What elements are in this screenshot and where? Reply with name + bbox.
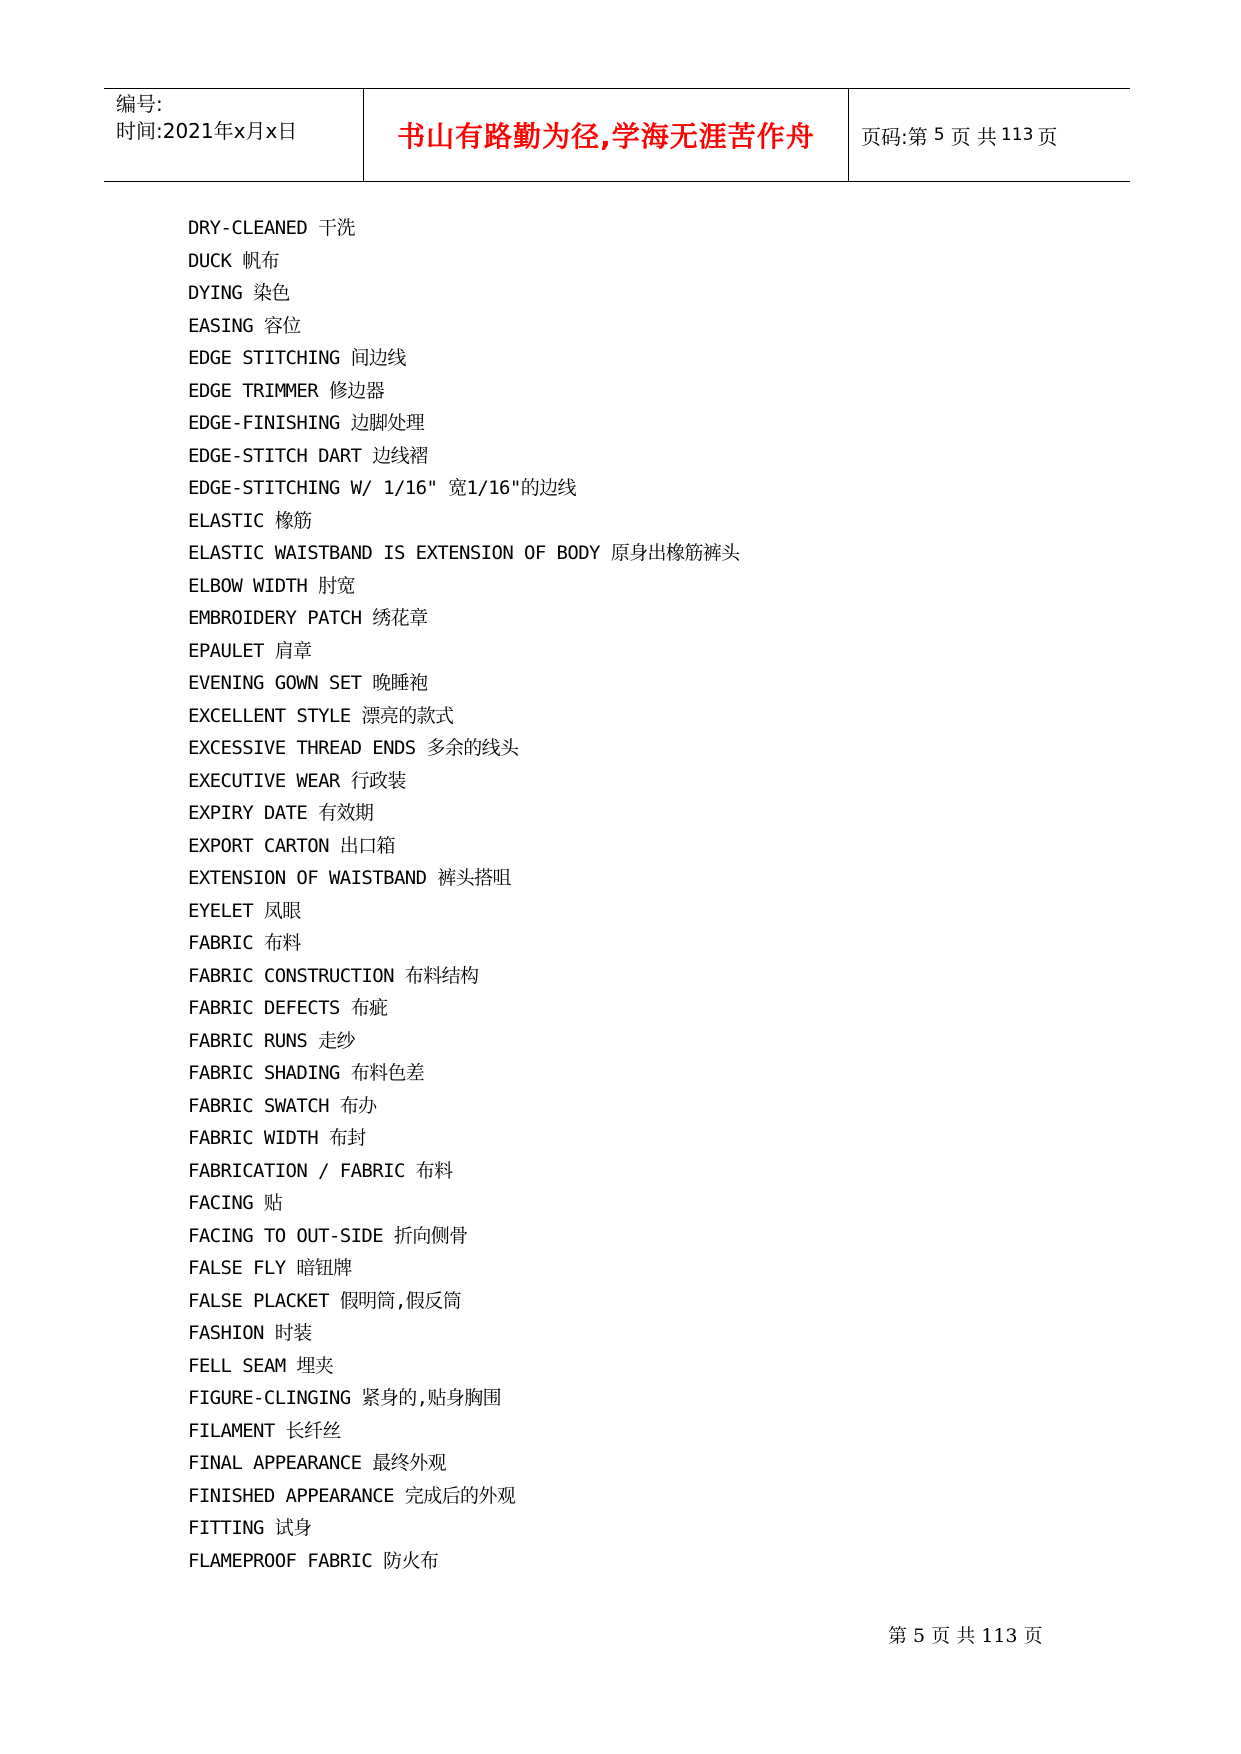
- glossary-entry: EYELET 凤眼: [188, 899, 301, 922]
- glossary-entry: FIGURE-CLINGING 紧身的,贴身胸围: [188, 1387, 502, 1409]
- glossary-entry: FABRIC RUNS 走纱: [188, 1029, 355, 1052]
- glossary-entry: EPAULET 肩章: [188, 639, 312, 662]
- glossary-entry: FABRICATION / FABRIC 布料: [188, 1159, 453, 1182]
- glossary-entry: FABRIC WIDTH 布封: [188, 1127, 366, 1149]
- glossary-entry: EXTENSION OF WAISTBAND 裤头搭咀: [188, 867, 511, 889]
- glossary-entry: FACING 贴: [188, 1192, 283, 1214]
- glossary-entry: FLAMEPROOF FABRIC 防火布: [188, 1549, 439, 1572]
- header-meta-cell: [104, 89, 364, 181]
- page-suffix: 页: [1037, 124, 1058, 149]
- glossary-entry: FINISHED APPEARANCE 完成后的外观: [188, 1484, 516, 1507]
- glossary-entry: FALSE PLACKET 假明筒,假反筒: [188, 1289, 461, 1312]
- page-footer: 第 5 页 共 113 页: [888, 1625, 1043, 1647]
- header-motto-cell: [364, 89, 849, 181]
- glossary-entry: FITTING 试身: [188, 1517, 312, 1539]
- glossary-entry: DYING 染色: [188, 282, 290, 304]
- glossary-entry: FABRIC SWATCH 布办: [188, 1094, 377, 1117]
- glossary-entry: FABRIC SHADING 布料色差: [188, 1062, 425, 1084]
- glossary-entry: ELBOW WIDTH 肘宽: [188, 574, 355, 597]
- glossary-entry: EVENING GOWN SET 晚睡袍: [188, 672, 428, 694]
- glossary-entry: EDGE-FINISHING 边脚处理: [188, 412, 425, 434]
- motto-text: 书山有路勤为径,学海无涯苦作舟: [397, 120, 815, 153]
- glossary-list: [188, 212, 740, 1577]
- glossary-entry: DRY-CLEANED 干洗: [188, 217, 355, 239]
- page-middle: 页 共: [950, 124, 997, 149]
- glossary-entry: FELL SEAM 埋夹: [188, 1354, 334, 1377]
- glossary-entry: ELASTIC WAISTBAND IS EXTENSION OF BODY 原身出橡筋裤头: [188, 542, 740, 564]
- page-header: [104, 88, 1130, 182]
- glossary-entry: EXPIRY DATE 有效期: [188, 802, 374, 824]
- glossary-entry: DUCK 帆布: [188, 249, 279, 272]
- glossary-entry: FABRIC DEFECTS 布疵: [188, 997, 388, 1019]
- page-total: 113: [1000, 125, 1034, 145]
- glossary-entry: EDGE STITCHING 间边线: [188, 347, 406, 369]
- glossary-entry: FILAMENT 长纤丝: [188, 1419, 341, 1442]
- page-prefix: 页码:第: [861, 124, 928, 149]
- glossary-entry: EXCESSIVE THREAD ENDS 多余的线头: [188, 737, 519, 759]
- time-label: 时间:2021年x月x日: [116, 119, 298, 143]
- glossary-entry: FASHION 时装: [188, 1322, 312, 1344]
- glossary-entry: FABRIC 布料: [188, 932, 301, 954]
- glossary-entry: FINAL APPEARANCE 最终外观: [188, 1452, 446, 1474]
- header-page-cell: [849, 89, 1130, 181]
- glossary-entry: EXPORT CARTON 出口箱: [188, 834, 395, 857]
- glossary-entry: EXECUTIVE WEAR 行政装: [188, 769, 406, 792]
- glossary-entry: EMBROIDERY PATCH 绣花章: [188, 607, 428, 629]
- glossary-entry: EDGE TRIMMER 修边器: [188, 379, 385, 402]
- page-number: 5: [933, 125, 945, 145]
- glossary-entry: EDGE-STITCHING W/ 1/16" 宽1/16"的边线: [188, 477, 576, 499]
- glossary-entry: EDGE-STITCH DART 边线褶: [188, 444, 428, 467]
- glossary-entry: EASING 容位: [188, 314, 301, 337]
- glossary-entry: FABRIC CONSTRUCTION 布料结构: [188, 964, 479, 987]
- glossary-entry: EXCELLENT STYLE 漂亮的款式: [188, 704, 454, 727]
- number-label: 编号:: [116, 92, 163, 116]
- glossary-entry: FALSE FLY 暗钮牌: [188, 1257, 352, 1279]
- glossary-entry: ELASTIC 橡筋: [188, 509, 312, 532]
- glossary-entry: FACING TO OUT-SIDE 折向侧骨: [188, 1224, 468, 1247]
